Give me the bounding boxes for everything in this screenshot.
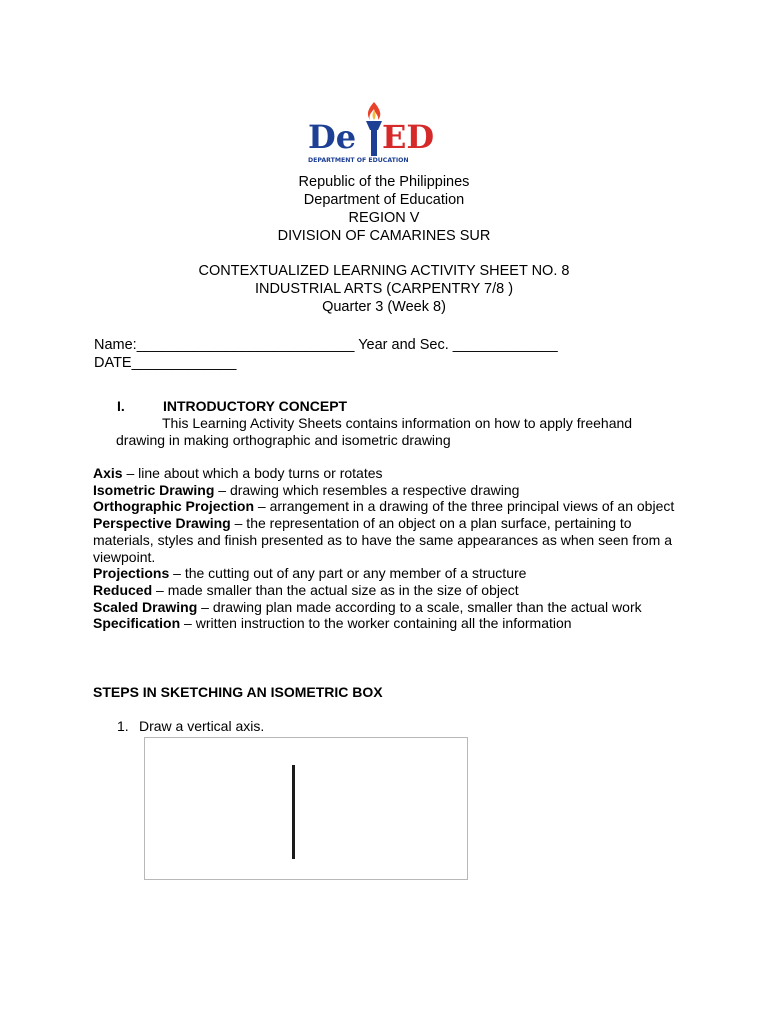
subject-line: INDUSTRIAL ARTS (CARPENTRY 7/8 ) — [254, 281, 514, 297]
definition-text: – drawing which resembles a respective drawing — [214, 481, 520, 498]
steps-title: STEPS IN SKETCHING AN ISOMETRIC BOX — [93, 684, 383, 700]
definition-item — [93, 515, 675, 565]
definition-item — [93, 565, 675, 582]
svg-text:De: De — [308, 118, 357, 156]
header-agency-block — [0, 173, 768, 245]
definitions-list — [93, 465, 675, 632]
definition-text: – line about which a body turns or rotates — [122, 465, 383, 481]
date-field[interactable]: DATE_____________ — [94, 355, 237, 371]
header-line: REGION V — [348, 210, 420, 226]
name-year-section-field[interactable]: Name:___________________________ Year and Sec. _____________ — [94, 337, 558, 353]
definition-term: Axis — [93, 465, 123, 481]
vertical-axis-figure — [144, 737, 468, 880]
activity-sheet-title: CONTEXTUALIZED LEARNING ACTIVITY SHEET NO. 8 — [198, 263, 570, 279]
definition-item — [93, 582, 675, 599]
logo-tagline: DEPARTMENT OF EDUCATION — [308, 157, 409, 164]
header-line: DIVISION OF CAMARINES SUR — [277, 228, 491, 244]
deped-logo — [306, 100, 458, 166]
definition-term: Perspective Drawing — [93, 515, 231, 532]
definition-text: – the cutting out of any part or any member of a structure — [169, 565, 527, 582]
definition-text: – the representation of an object on a plan surface, pertaining to materials, styles and finish presented as to have the same appearances as when seen from a viewpoint. — [93, 515, 672, 565]
step-number: 1. — [117, 718, 129, 734]
definition-item — [93, 599, 675, 616]
definition-term: Reduced — [93, 581, 153, 598]
header-line: Department of Education — [303, 192, 465, 208]
definition-text: – drawing plan made according to a scale, smaller than the actual work — [197, 598, 642, 615]
definition-term: Projections — [93, 565, 170, 582]
step-text: Draw a vertical axis. — [139, 718, 265, 734]
definition-term: Specification — [93, 615, 181, 632]
definition-item — [93, 615, 675, 632]
header-activity-block — [0, 262, 768, 316]
definition-text: – arrangement in a drawing of the three principal views of an object — [254, 498, 675, 515]
definition-term: Scaled Drawing — [93, 598, 198, 615]
vertical-axis-line — [292, 765, 295, 859]
definition-text: – written instruction to the worker containing all the information — [180, 615, 572, 632]
intro-paragraph: This Learning Activity Sheets contains information on how to apply freehand drawing in making orthographic and isometric drawing — [116, 415, 633, 448]
section-number: I. — [117, 398, 125, 414]
svg-text:ED: ED — [382, 118, 435, 156]
definition-term: Isometric Drawing — [93, 481, 215, 498]
definition-term: Orthographic Projection — [93, 498, 255, 515]
step-item — [117, 717, 264, 735]
definition-item — [93, 465, 675, 482]
section-title: INTRODUCTORY CONCEPT — [163, 398, 348, 414]
quarter-line: Quarter 3 (Week 8) — [322, 299, 446, 315]
definition-item — [93, 482, 675, 499]
definition-text: – made smaller than the actual size as in the size of object — [152, 581, 519, 598]
header-line: Republic of the Philippines — [298, 174, 470, 190]
definition-item — [93, 498, 675, 515]
